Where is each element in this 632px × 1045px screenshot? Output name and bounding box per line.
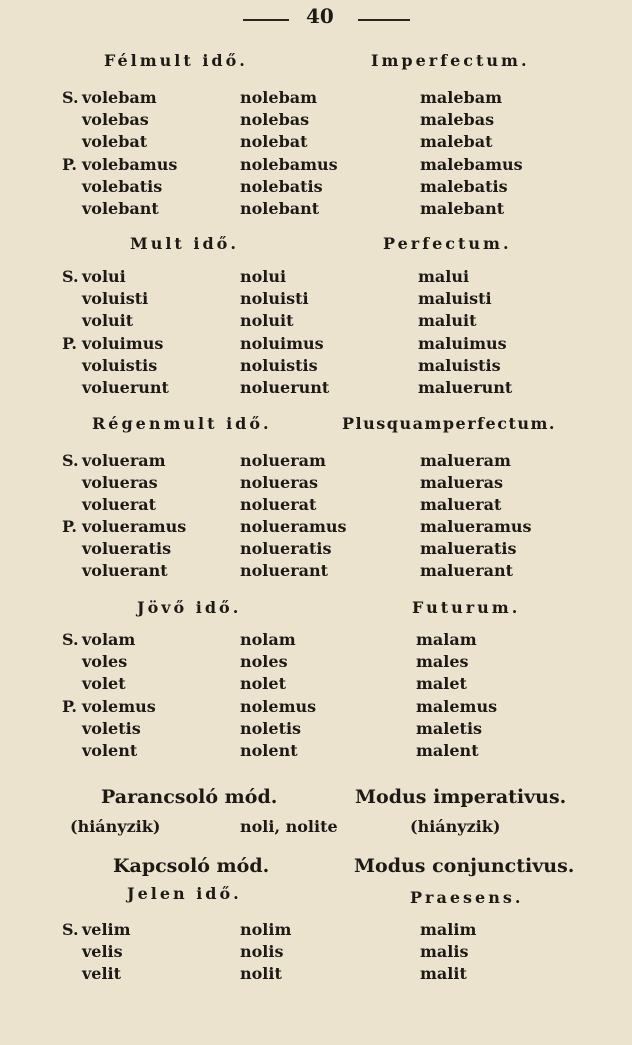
conjugation-form: malit <box>420 964 467 983</box>
conjugation-form: volebamus <box>82 155 178 174</box>
conjugation-form: nolueramus <box>240 517 347 536</box>
conjugation-form: nolemus <box>240 697 317 716</box>
conjugation-form: voluimus <box>82 334 164 353</box>
conjugation-form: volueram <box>82 451 166 470</box>
conjugation-form: volueras <box>82 473 158 492</box>
conjugation-form: nolet <box>240 674 286 693</box>
plural-label: P. <box>62 517 77 536</box>
conjugation-form: volebas <box>82 110 149 129</box>
conjugation-form: malam <box>416 630 477 649</box>
conjugation-form: nolebat <box>240 132 308 151</box>
conjugation-form: malis <box>420 942 469 961</box>
conjugation-form: malim <box>420 920 477 939</box>
section-title-latin: Perfectum. <box>383 234 512 253</box>
conjugation-form: noluit <box>240 311 294 330</box>
conjugation-form: volueratis <box>82 539 172 558</box>
imperative-note-latin: (hiányzik) <box>410 817 501 836</box>
conjugation-form: malueramus <box>420 517 532 536</box>
conjugation-form: malet <box>416 674 467 693</box>
conjugation-form: voluerant <box>82 561 168 580</box>
conjugation-form: nolueras <box>240 473 318 492</box>
section-title-latin: Futurum. <box>412 598 521 617</box>
conjugation-form: noluerat <box>240 495 317 514</box>
conjugation-form: nolueratis <box>240 539 332 558</box>
conjugation-form: maluerunt <box>418 378 513 397</box>
conjugation-form: voluit <box>82 311 134 330</box>
conjugation-form: noluerunt <box>240 378 330 397</box>
conjugation-form: nolam <box>240 630 296 649</box>
conjugation-form: nolueram <box>240 451 326 470</box>
conjugation-form: malueratis <box>420 539 517 558</box>
conjugation-form: malueram <box>420 451 511 470</box>
conjugation-form: noluistis <box>240 356 318 375</box>
conjugation-form: malebat <box>420 132 493 151</box>
conjugation-form: velit <box>82 964 122 983</box>
section-title-latin: Plusquamperfectum. <box>342 414 556 433</box>
conjugation-form: volet <box>82 674 126 693</box>
page-number-rule-left <box>243 19 289 21</box>
section-title-hungarian: Jövő idő. <box>137 598 242 617</box>
plural-label: P. <box>62 334 77 353</box>
conjunctive-subtitle-latin: Praesens. <box>410 888 524 907</box>
conjugation-form: nolebamus <box>240 155 338 174</box>
conjugation-form: maluistis <box>418 356 501 375</box>
imperative-title-latin: Modus imperativus. <box>355 786 567 808</box>
conjugation-form: voluisti <box>82 289 149 308</box>
conjugation-form: malebam <box>420 88 503 107</box>
conjugation-form: voles <box>82 652 128 671</box>
conjugation-form: nolebas <box>240 110 310 129</box>
conjugation-form: nolebam <box>240 88 318 107</box>
conjugation-form: malueras <box>420 473 503 492</box>
conjugation-form: maluisti <box>418 289 492 308</box>
section-title-latin: Imperfectum. <box>371 51 530 70</box>
conjunctive-title-hungarian: Kapcsoló mód. <box>113 855 270 877</box>
conjugation-form: malebant <box>420 199 505 218</box>
conjugation-form: volemus <box>82 697 156 716</box>
conjugation-form: volam <box>82 630 136 649</box>
conjugation-form: volebant <box>82 199 159 218</box>
conjugation-form: nolebant <box>240 199 320 218</box>
section-title-hungarian: Régenmult idő. <box>92 414 272 433</box>
section-title-hungarian: Mult idő. <box>130 234 239 253</box>
singular-label: S. <box>62 920 79 939</box>
page-number: 40 <box>306 4 334 28</box>
page-number-rule-right <box>358 19 410 21</box>
conjugation-form: voluerunt <box>82 378 169 397</box>
singular-label: S. <box>62 88 79 107</box>
conjugation-form: nolis <box>240 942 284 961</box>
conjugation-form: voletis <box>82 719 141 738</box>
conjunctive-subtitle-hungarian: Jelen idő. <box>127 884 242 903</box>
conjugation-form: malebas <box>420 110 495 129</box>
conjunctive-title-latin: Modus conjunctivus. <box>354 855 575 877</box>
conjugation-form: voluerat <box>82 495 157 514</box>
conjugation-form: volebat <box>82 132 148 151</box>
conjugation-form: volebatis <box>82 177 163 196</box>
imperative-title-hungarian: Parancsoló mód. <box>101 786 278 808</box>
conjugation-form: volebam <box>82 88 157 107</box>
conjugation-form: velis <box>82 942 123 961</box>
conjugation-form: noluimus <box>240 334 324 353</box>
conjugation-form: malent <box>416 741 479 760</box>
conjugation-form: malebatis <box>420 177 508 196</box>
conjugation-form: nolim <box>240 920 292 939</box>
conjugation-form: malemus <box>416 697 498 716</box>
conjugation-form: maluimus <box>418 334 507 353</box>
conjugation-form: noluisti <box>240 289 309 308</box>
conjugation-form: nolui <box>240 267 287 286</box>
conjugation-form: maluerant <box>420 561 514 580</box>
conjugation-form: maluit <box>418 311 477 330</box>
section-title-hungarian: Félmult idő. <box>104 51 248 70</box>
singular-label: S. <box>62 451 79 470</box>
conjugation-form: volent <box>82 741 138 760</box>
plural-label: P. <box>62 697 77 716</box>
conjugation-form: nolit <box>240 964 282 983</box>
conjugation-form: noletis <box>240 719 302 738</box>
conjugation-form: nolent <box>240 741 298 760</box>
imperative-nolo-forms: noli, nolite <box>240 817 338 836</box>
conjugation-form: maletis <box>416 719 483 738</box>
conjugation-form: volui <box>82 267 126 286</box>
conjugation-form: noluerant <box>240 561 329 580</box>
conjugation-form: velim <box>82 920 131 939</box>
plural-label: P. <box>62 155 77 174</box>
singular-label: S. <box>62 630 79 649</box>
conjugation-form: noles <box>240 652 288 671</box>
conjugation-form: malui <box>418 267 470 286</box>
conjugation-form: males <box>416 652 469 671</box>
conjugation-form: voluistis <box>82 356 158 375</box>
conjugation-form: nolebatis <box>240 177 323 196</box>
conjugation-form: volueramus <box>82 517 187 536</box>
imperative-note-hungarian: (hiányzik) <box>70 817 161 836</box>
conjugation-form: maluerat <box>420 495 502 514</box>
singular-label: S. <box>62 267 79 286</box>
conjugation-form: malebamus <box>420 155 523 174</box>
